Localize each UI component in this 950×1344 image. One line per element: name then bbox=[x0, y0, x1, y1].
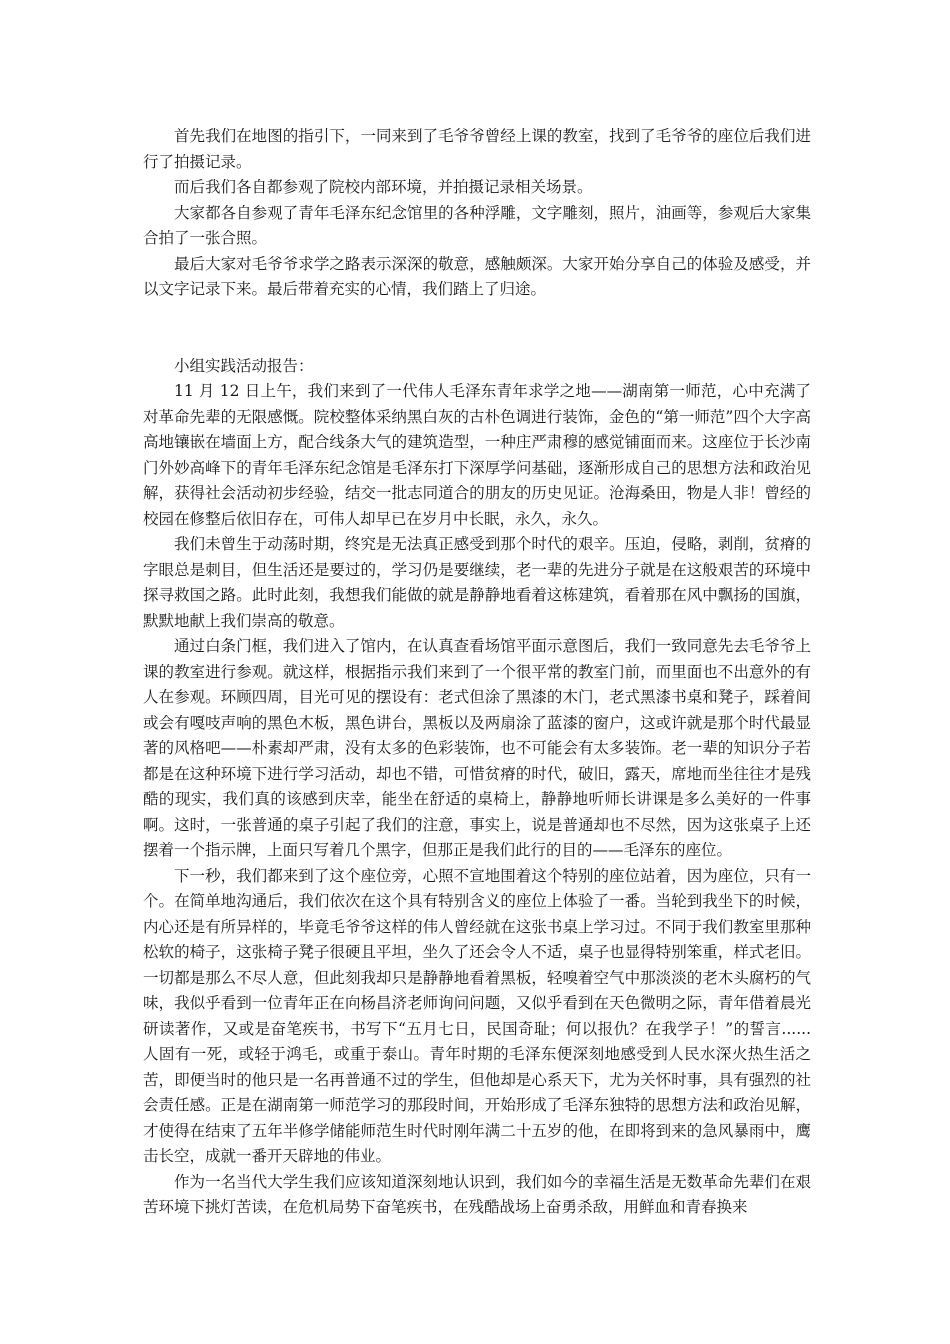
paragraph: 首先我们在地图的指引下，一同来到了毛爷爷曾经上课的教室，找到了毛爷爷的座位后我们进行了拍摄记录。 bbox=[143, 127, 811, 171]
document-page bbox=[143, 124, 811, 1221]
report-heading: 小组实践活动报告： bbox=[174, 356, 314, 375]
paragraph: 下一秒，我们都来到了这个座位旁，心照不宣地围着这个特别的座位站着，因为座位，只有一个。在简单地沟通后，我们依次在这个具有特别含义的座位上体验了一番。当轮到我坐下的时候，内心还是有所异样的，毕竟毛爷爷这样的伟人曾经就在这张书桌上学习过。不同于我们教室里那种松软的椅子，这张椅子凳子很硬且平坦，坐久了还会令人不适，桌子也显得特别笨重，样式老旧。一切都是那么不尽人意，但此刻我却只是静静地看着黑板，轻嗅着空气中那淡淡的老木头腐朽的气味，我似乎看到一位青年正在向杨昌济老师询问问题，又似乎看到在天色微明之际，青年借着晨光研读著作，又或是奋笔疾书，书写下“五月七日，民国奇耻；何以报仇？在我学子！”的誓言...... 人固有一死，或轻于鸿毛，或重于泰山。青年时期的毛泽东便深刻地感受到人民水深火热生活之苦，即便当时的他只是一名再普通不过的学生，但他却是心系天下，尤为关怀时事，具有强烈的社会责任感。正是在湖南第一师范学习的那段时间，开始形成了毛泽东独特的思想方法和政治见解，才使得在结束了五年半修学储能师范生时代时刚年满二十五岁的他，在即将到来的急风暴雨中，鹰击长空，成就一番开天辟地的伟业。 bbox=[143, 866, 811, 1165]
paragraph: 大家都各自参观了青年毛泽东纪念馆里的各种浮雕，文字雕刻，照片，油画等，参观后大家集合拍了一张合照。 bbox=[143, 203, 811, 247]
paragraph: 最后大家对毛爷爷求学之路表示深深的敬意，感触颇深。大家开始分享自己的体验及感受，并以文字记录下来。最后带着充实的心情，我们踏上了归途。 bbox=[143, 254, 811, 298]
paragraph: 我们未曾生于动荡时期，终究是无法真正感受到那个时代的艰辛。压迫，侵略，剥削，贫瘠的字眼总是刺目，但生活还是要过的，学习仍是要继续，老一辈的先进分子就是在这般艰苦的环境中探寻救国之路。此时此刻，我想我们能做的就是静静地看着这栋建筑，看着那在风中飘扬的国旗，默默地献上我们崇高的敬意。 bbox=[143, 535, 811, 630]
paragraph: 11 月 12 日上午，我们来到了一代伟人毛泽东青年求学之地——湖南第一师范，心中充满了对革命先辈的无限感慨。院校整体采纳黑白灰的古朴色调进行装饰，金色的“第一师范”四个大字高高地镶嵌在墙面上方，配合线条大气的建筑造型，一种庄严肃穆的感觉铺面而来。这座位于长沙南门外妙高峰下的青年毛泽东纪念馆是毛泽东打下深厚学问基础，逐渐形成自己的思想方法和政治见解，获得社会活动初步经验，结交一批志同道合的朋友的历史见证。沧海桑田，物是人非！曾经的校园在修整后依旧存在，可伟人却早已在岁月中长眠，永久，永久。 bbox=[143, 382, 811, 528]
paragraph: 通过白条门框，我们进入了馆内，在认真查看场馆平面示意图后，我们一致同意先去毛爷爷上课的教室进行参观。就这样，根据指示我们来到了一个很平常的教室门前，而里面也不出意外的有人在参观。环顾四周，目光可见的摆设有：老式但涂了黑漆的木门，老式黑漆书桌和凳子，踩着间或会有嘎吱声响的黑色木板，黑色讲台，黑板以及两扇涂了蓝漆的窗户，这或许就是那个时代最显著的风格吧——朴素却严肃，没有太多的色彩装饰，也不可能会有太多装饰。老一辈的知识分子若都是在这种环境下进行学习活动，却也不错，可惜贫瘠的时代，破旧，露天，席地而坐往往才是残酷的现实，我们真的该感到庆幸，能坐在舒适的桌椅上，静静地听师长讲课是多么美好的一件事啊。这时，一张普通的桌子引起了我们的注意，事实上，说是普通却也不尽然，因为这张桌子上还摆着一个指示牌，上面只写着几个黑字，但那正是我们此行的目的——毛泽东的座位。 bbox=[143, 637, 811, 859]
paragraph: 作为一名当代大学生我们应该知道深刻地认识到，我们如今的幸福生活是无数革命先辈们在艰苦环境下挑灯苦读，在危机局势下奋笔疾书，在残酷战场上奋勇杀敌，用鲜血和青春换来 bbox=[143, 1172, 811, 1216]
paragraph: 而后我们各自都参观了院校内部环境，并拍摄记录相关场景。 bbox=[174, 178, 593, 196]
section-gap bbox=[143, 303, 811, 354]
